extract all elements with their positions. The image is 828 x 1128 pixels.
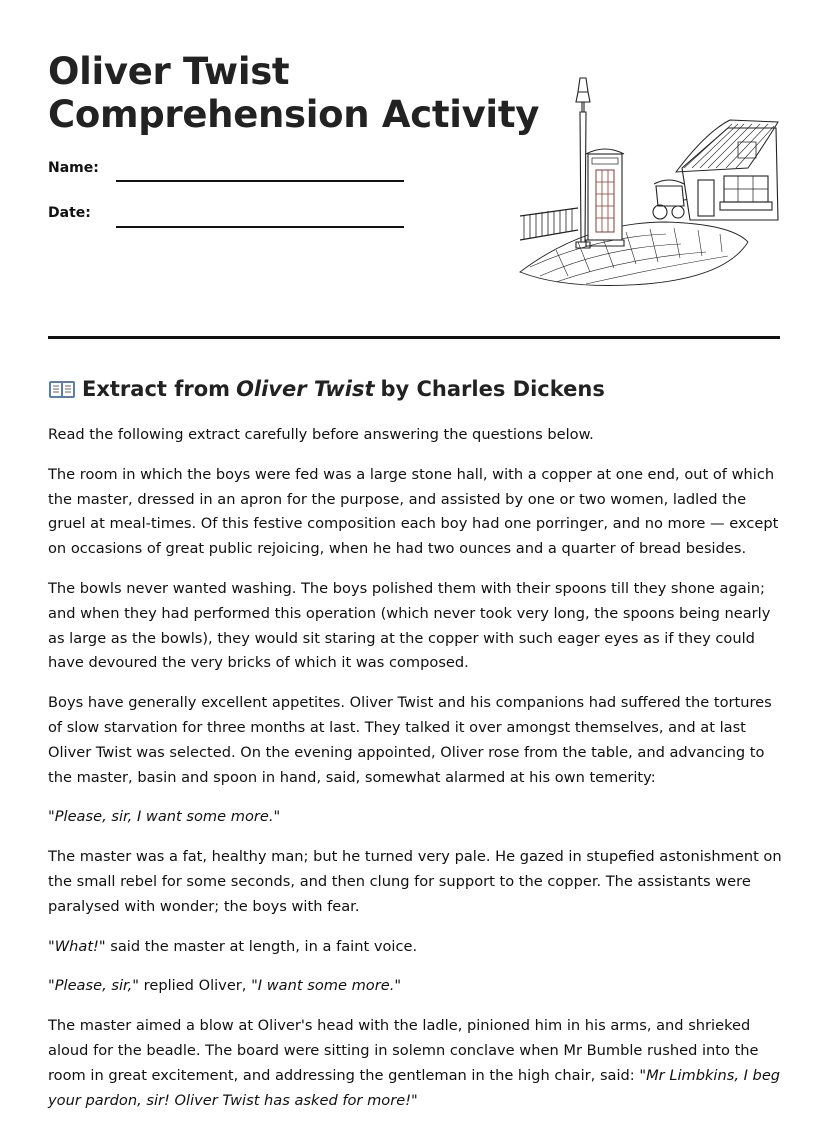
heading-book-title: Oliver Twist <box>236 377 375 401</box>
header-divider <box>48 336 780 339</box>
heading-suffix: by Charles Dickens <box>380 377 605 401</box>
name-label: Name: <box>48 160 99 176</box>
quote-2-narration: said the master at length, in a faint voice. <box>105 937 418 955</box>
quote-3-speech-a: "Please, sir," <box>48 977 140 995</box>
london-street-scene-icon <box>516 72 786 292</box>
title-line-1: Oliver Twist <box>48 50 290 93</box>
title-line-2: Comprehension Activity <box>48 93 540 136</box>
date-label: Date: <box>48 205 91 221</box>
open-book-icon <box>48 378 76 400</box>
page-title <box>48 50 539 136</box>
intro-paragraph: Read the following extract carefully before answering the questions below. <box>48 426 594 443</box>
section-heading <box>48 374 605 404</box>
quote-2-speech: "What!" <box>48 937 106 955</box>
paragraph-5 <box>48 1014 784 1113</box>
quote-3-speech-b: "I want some more." <box>251 977 402 995</box>
paragraph-5-text: The master aimed a blow at Oliver's head with the ladle, pinioned him in his arms, and shrieked aloud for the beadle. The board were sitting in solemn conclave when Mr Bumble rushed into the room in great excitement, and addressing the gentleman in the high chair, said: <box>48 1017 759 1084</box>
paragraph-2: The bowls never wanted washing. The boys polished them with their spoons till they shone again; and when they had performed this operation (which never took very long, the spoons being nearly as large as the bowls), they would sit staring at the copper with such eager eyes as if they could have devoured the very bricks of which it was composed. <box>48 579 771 672</box>
quote-1 <box>48 805 784 830</box>
heading-prefix: Extract from <box>82 377 231 401</box>
quote-1-text: "Please, sir, I want some more." <box>48 808 281 826</box>
paragraph-5-quote: "Mr Limbkins, I beg your pardon, sir! Oliver Twist has asked for more!" <box>48 1066 781 1109</box>
paragraph-3: Boys have generally excellent appetites. Oliver Twist and his companions had suffered the tortures of slow starvation for three months at last. They talked it over amongst themselves, and at last Oliver Twist was selected. On the evening appointed, Oliver rose from the table, and advancing to the master, basin and spoon in hand, said, somewhat alarmed at his own temerity: <box>48 694 772 786</box>
extract-body <box>48 423 784 1128</box>
quote-3 <box>48 974 784 999</box>
quote-2 <box>48 935 784 960</box>
paragraph-1: The room in which the boys were fed was a large stone hall, with a copper at one end, out of which the master, dressed in an apron for the purpose, and assisted by one or two women, ladled the gruel at meal-times. Of this festive composition each boy had one porringer, and no more — except on occasions of great public rejoicing, when he had two ounces and a quarter of bread besides. <box>48 465 779 558</box>
quote-3-narration: replied Oliver, <box>139 977 252 995</box>
name-field[interactable] <box>116 180 404 182</box>
date-field[interactable] <box>116 226 404 228</box>
paragraph-4: The master was a fat, healthy man; but he turned very pale. He gazed in stupefied astonishment on the small rebel for some seconds, and then clung for support to the copper. The assistants were paralysed with wonder; the boys with fear. <box>48 848 782 915</box>
